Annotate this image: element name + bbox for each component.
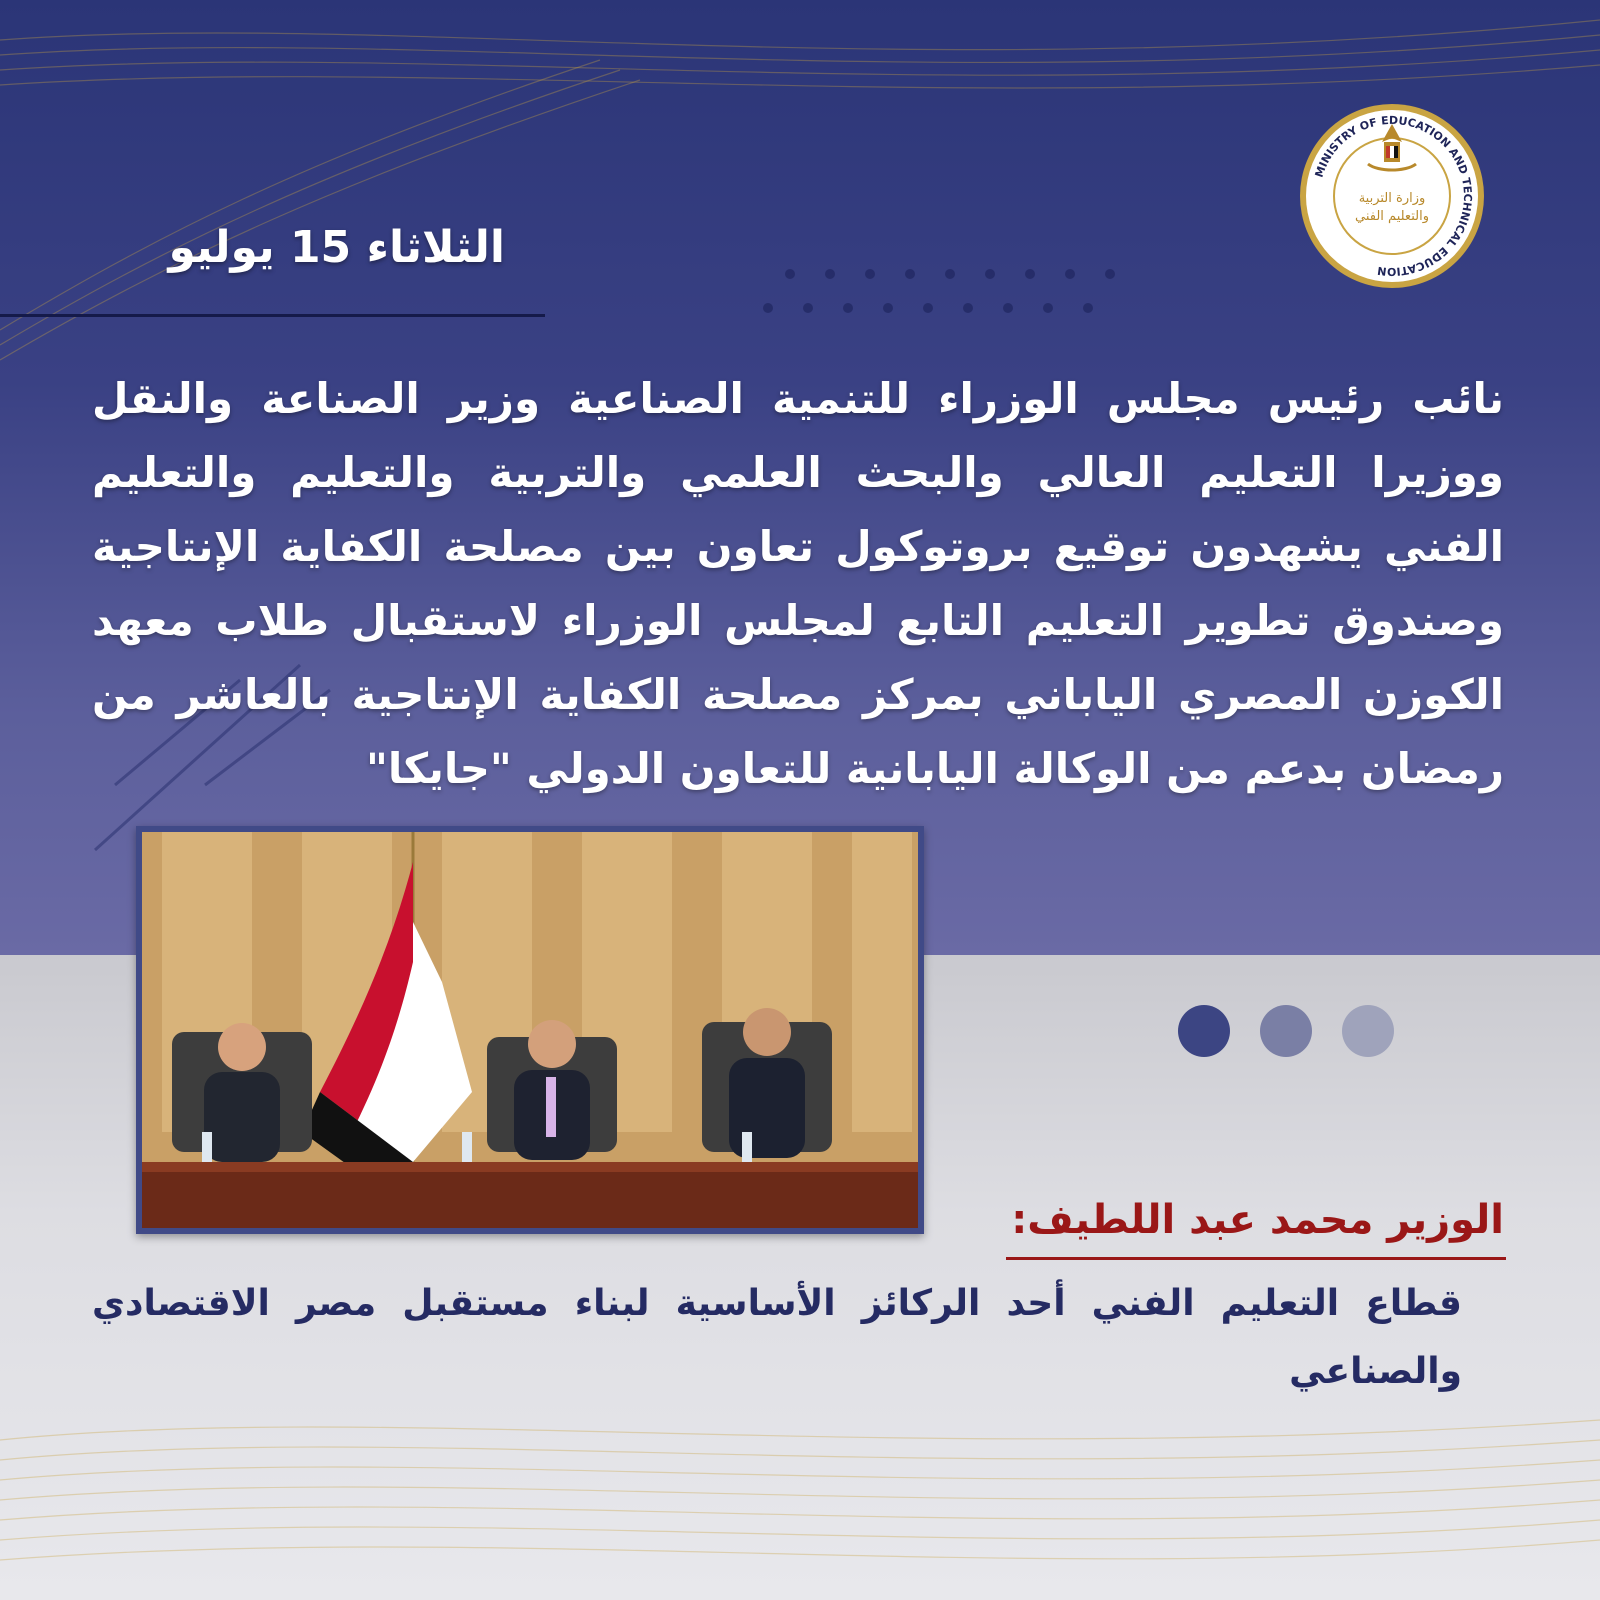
indicator-dot-active xyxy=(1178,1005,1230,1057)
svg-text:وزارة التربية: وزارة التربية xyxy=(1358,191,1426,206)
indicator-dot xyxy=(1260,1005,1312,1057)
quote-text: قطاع التعليم الفني أحد الركائز الأساسية لبناء مستقبل مصر الاقتصادي والصناعي xyxy=(92,1283,1462,1392)
svg-text:والتعليم الفني: والتعليم الفني xyxy=(1355,209,1429,224)
quote-underline xyxy=(1006,1257,1506,1260)
svg-text:MINISTRY OF EDUCATION AND TECH: MINISTRY OF EDUCATION AND TECHNICAL EDUCATION xyxy=(1312,113,1475,279)
quote-speaker: الوزير محمد عبد اللطيف: xyxy=(1011,1197,1504,1243)
indicator-dot xyxy=(1342,1005,1394,1057)
ministry-logo-icon xyxy=(1298,102,1486,290)
date-label: الثلاثاء 15 يوليو xyxy=(168,222,505,273)
headline-text: نائب رئيس مجلس الوزراء للتنمية الصناعية وزير الصناعة والنقل ووزيرا التعليم العالي والبحث العلمي والتربية والتعليم والتعليم الفني يشهدون توقيع بروتوكول تعاون بين مصلحة الكفاية الإنتاجية وصندوق تطوير التعليم التابع لمجلس الوزراء لاستقبال طلاب معهد الكوزن المصري الياباني بمركز مصلحة الكفاية الإنتاجية بالعاشر من رمضان بدعم من الوكالة اليابانية للتعاون الدولي "جايكا" xyxy=(92,374,1504,793)
dots-pattern xyxy=(760,268,1120,318)
meeting-photo xyxy=(136,826,924,1234)
meeting-photo-icon xyxy=(142,832,918,1228)
date-underline xyxy=(0,314,545,317)
slide-indicator xyxy=(1170,1005,1400,1060)
